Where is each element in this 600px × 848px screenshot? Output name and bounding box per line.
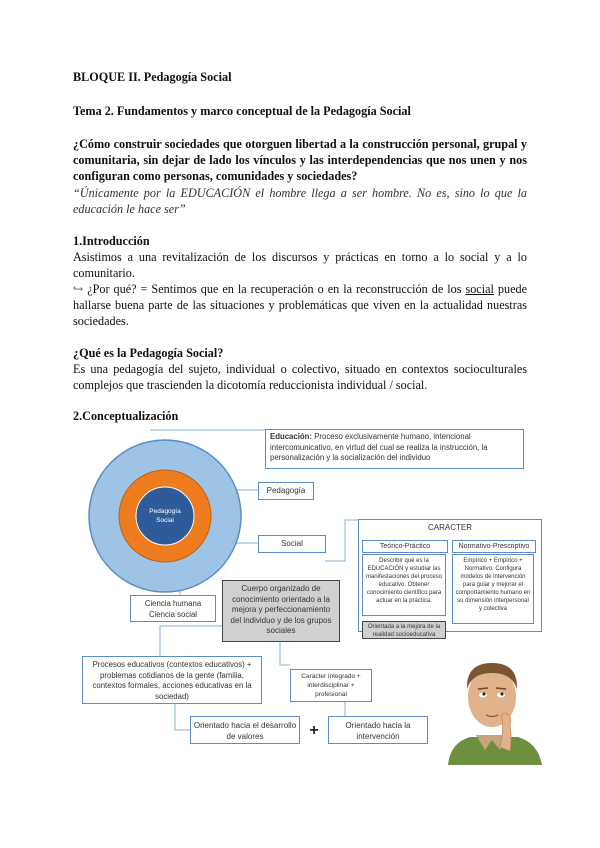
social-label-box: Social (258, 535, 326, 553)
caracter-title: CARACTER (427, 523, 472, 532)
ciencia-box (130, 595, 216, 622)
teorico-practico-extra: Orientada a la mejora de la realidad socioeducativa (362, 621, 446, 639)
hand-on-chin (500, 713, 511, 751)
intro-quote: “Únicamente por la EDUCACIÓN el hombre llega a ser hombre. No es, sino lo que la educación le hace ser” (73, 186, 527, 216)
connector-integrado (280, 642, 290, 665)
pedagogia-label-box: Pedagogía (258, 482, 314, 500)
core-label: Pedagogía Social (149, 508, 181, 524)
block-title: BLOQUE II. Pedagogía Social (73, 70, 232, 84)
arrow-icon: ↪ (73, 282, 84, 296)
ciencia-social: Ciencia social (148, 610, 198, 619)
ciencia-humana: Ciencia humana (144, 599, 202, 608)
connector-procesos (160, 626, 228, 656)
normativo-prescriptivo-text: Empírico + Empírico + Normativo. Configura modelos de intervención para guiar y mejorar el comportamiento humano en su dimensión interpersonal y colectiva (452, 554, 534, 624)
connector-caracter (325, 520, 358, 561)
educacion-text: Proceso exclusivamente humano, intencional intercomunicativo, en virtud del cual se realiza la instrucción, la personalización y la socialización del individuo (270, 432, 488, 462)
connector-valores (175, 704, 190, 730)
topic-title: Tema 2. Fundamentos y marco conceptual de la Pedagogía Social (73, 104, 411, 118)
orientado-valores-box: Orientado hacia el desarrollo de valores (190, 716, 300, 744)
plus-sign: + (309, 722, 319, 739)
what-is-heading: ¿Qué es la Pedagogía Social? (73, 346, 224, 360)
section-2-heading: 2.Conceptualización (73, 409, 179, 423)
thinking-person-illustration (440, 655, 545, 765)
what-is-paragraph: Es una pedagogía del sujeto, individual o colectivo, situado en contextos socioculturales complejos que trascienden la dicotomía reduccionista individual / social. (73, 362, 527, 392)
why-text-underlined: social (465, 282, 494, 296)
intro-question: ¿Cómo construir sociedades que otorguen libertad a la construcción personal, grupal y comunitaria, sin dejar de lado los vínculos y las interdependencias que nos unen y nos configuran como personas, comunidades y sociedades? (73, 137, 527, 183)
procesos-educativos-box: Procesos educativos (contextos educativos) + problemas cotidianos de la gente (familia, contextos formales, acciones educativas en la sociedad) (82, 656, 262, 704)
why-text-end: puede hallarse buena parte de las situaciones y problemáticas que viven en la actualidad nuestras sociedades. (73, 282, 527, 328)
educacion-title: Educación: (270, 432, 313, 441)
section-1-paragraph: Asistimos a una revitalización de los discursos y prácticas en torno a lo social y a lo comunitario. (73, 250, 527, 280)
educacion-definition-box (265, 429, 524, 469)
caracter-integrado-box: Carácter integrado + interdisciplinar + profesional (290, 669, 372, 702)
why-text-start: ¿Por qué? = Sentimos que en la recuperación o en la reconstrucción de los (83, 282, 466, 296)
teorico-practico-text: Describir qué es la EDUCACIÓN y estudiar las manifestaciones del proceso educativo. Obtener conocimiento científico para actuar en la práctica. (362, 554, 446, 616)
teorico-practico-title: Teórico-Práctico (362, 540, 448, 553)
left-pupil (482, 692, 485, 695)
section-1-heading: 1.Introducción (73, 234, 150, 248)
cuerpo-organizado-box: Cuerpo organizado de conocimiento orientado a la mejora y perfeccionamiento del individuo y de los grupos sociales (222, 580, 340, 642)
normativo-prescriptivo-title: Normativo-Prescriptivo (452, 540, 536, 553)
right-pupil (500, 692, 503, 695)
orientado-intervencion-box: Orientado hacia la intervención (328, 716, 428, 744)
